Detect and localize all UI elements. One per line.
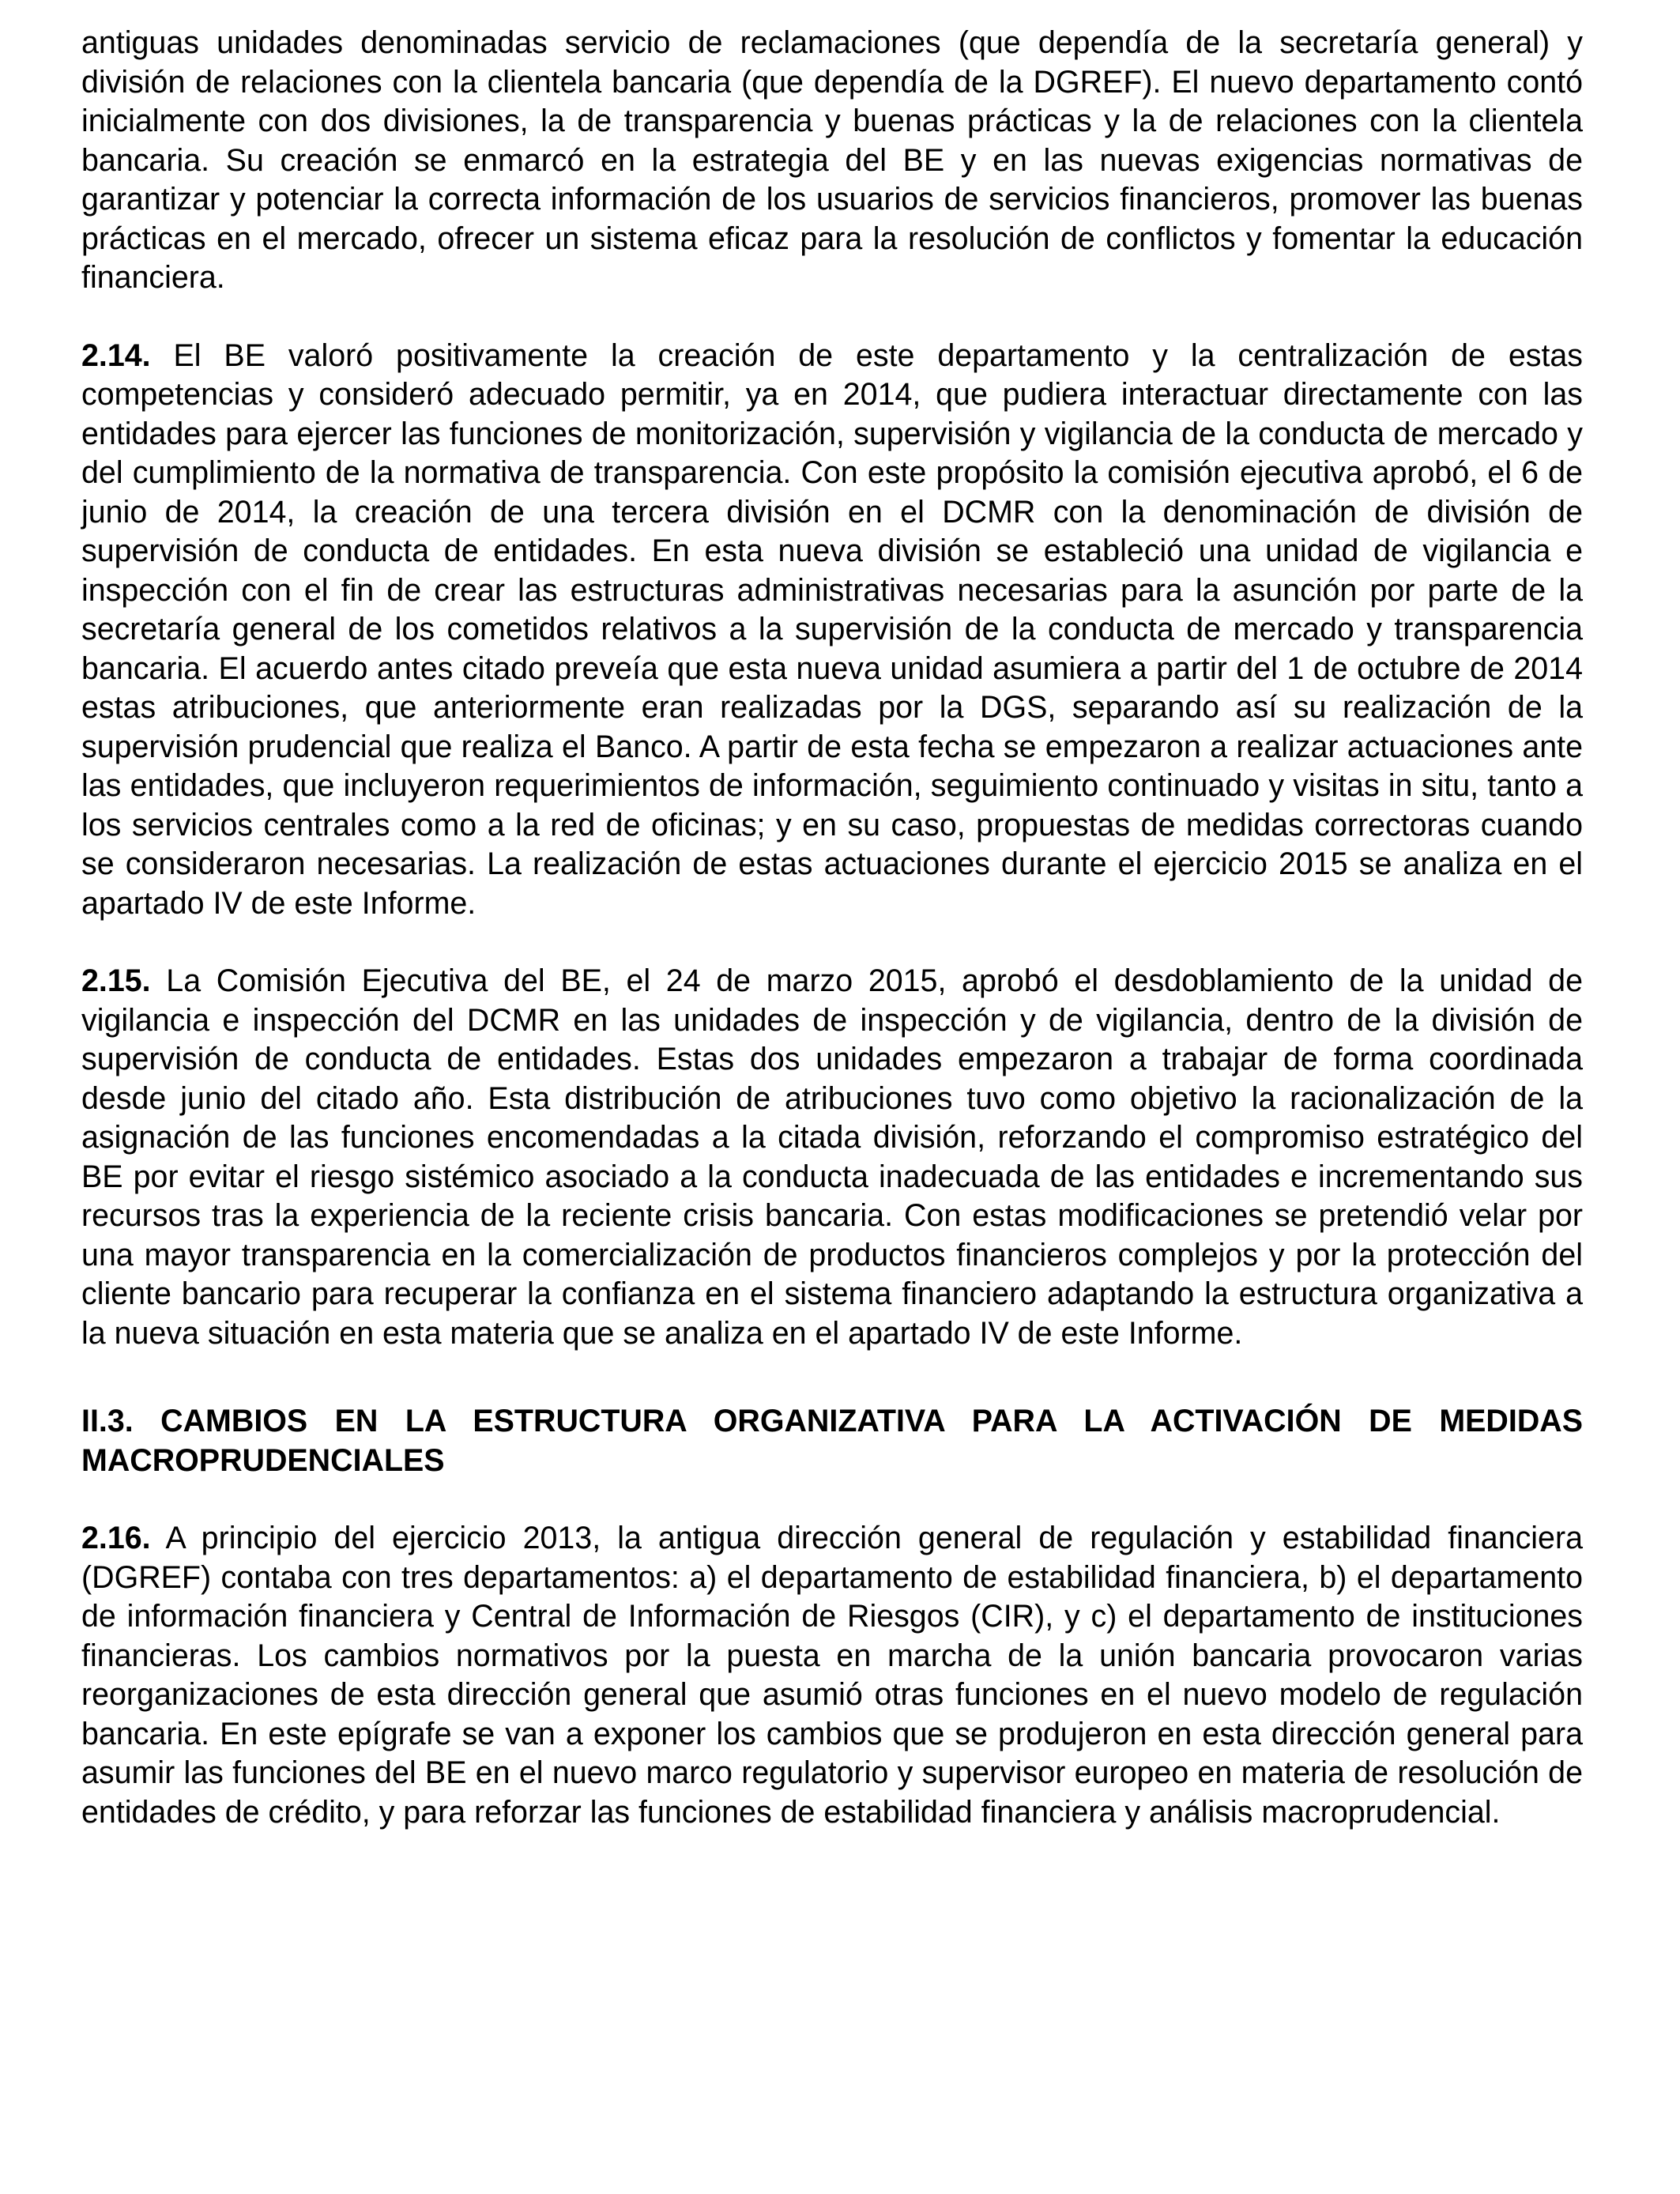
section-heading: II.3. CAMBIOS EN LA ESTRUCTURA ORGANIZATIVA PARA LA ACTIVACIÓN DE MEDIDAS MACROPRUDENCIALES bbox=[81, 1404, 1583, 1478]
paragraph-number: 2.14. bbox=[81, 337, 151, 373]
paragraph-text: A principio del ejercicio 2013, la antigua dirección general de regulación y estabilidad financiera (DGREF) contaba con tres departamentos: a) el departamento de estabilidad financiera, b) el departamento de información financiera y Central de Información de Riesgos (CIR), y c) el departamento de instituciones financieras. Los cambios normativos por la puesta en marcha de la unión bancaria provocaron varias reorganizaciones de esta dirección general que asumió otras funciones en el nuevo modelo de regulación bancaria. En este epígrafe se van a exponer los cambios que se produjeron en esta dirección general para asumir las funciones del BE en el nuevo marco regulatorio y supervisor europeo en materia de resolución de entidades de crédito, y para reforzar las funciones de estabilidad financiera y análisis macroprudencial. bbox=[81, 1521, 1583, 1830]
paragraph-number: 2.15. bbox=[81, 963, 151, 998]
paragraph-2-16 bbox=[81, 1519, 1583, 1832]
paragraph-text: El BE valoró positivamente la creación de este departamento y la centralización de estas competencias y consideró adecuado permitir, ya en 2014, que pudiera interactuar directamente con las entidades para ejercer las funciones de monitorización, supervisión y vigilancia de la conducta de mercado y del cumplimiento de la normativa de transparencia. Con este propósito la comisión ejecutiva aprobó, el 6 de junio de 2014, la creación de una tercera división en el DCMR con la denominación de división de supervisión de conducta de entidades. En esta nueva división se estableció una unidad de vigilancia e inspección con el fin de crear las estructuras administrativas necesarias para la asunción por parte de la secretaría general de los cometidos relativos a la supervisión de la conducta de mercado y transparencia bancaria. El acuerdo antes citado preveía que esta nueva unidad asumiera a partir del 1 de octubre de 2014 estas atribuciones, que anteriormente eran realizadas por la DGS, separando así su realización de la supervisión prudencial que realiza el Banco. A partir de esta fecha se empezaron a realizar actuaciones ante las entidades, que incluyeron requerimientos de información, seguimiento continuado y visitas in situ, tanto a los servicios centrales como a la red de oficinas; y en su caso, propuestas de medidas correctoras cuando se consideraron necesarias. La realización de estas actuaciones durante el ejercicio 2015 se analiza en el apartado IV de este Informe. bbox=[81, 337, 1583, 921]
document-page bbox=[81, 24, 1583, 1832]
paragraph-2-15 bbox=[81, 962, 1583, 1353]
intro-paragraph: antiguas unidades denominadas servicio de reclamaciones (que dependía de la secretaría general) y división de relaciones con la clientela bancaria (que dependía de la DGREF). El nuevo departamento contó inicialmente con dos divisiones, la de transparencia y buenas prácticas y la de relaciones con la clientela bancaria. Su creación se enmarcó en la estrategia del BE y en las nuevas exigencias normativas de garantizar y potenciar la correcta información de los usuarios de servicios financieros, promover las buenas prácticas en el mercado, ofrecer un sistema eficaz para la resolución de conflictos y fomentar la educación financiera. bbox=[81, 25, 1583, 295]
paragraph-text: La Comisión Ejecutiva del BE, el 24 de marzo 2015, aprobó el desdoblamiento de la unidad de vigilancia e inspección del DCMR en las unidades de inspección y de vigilancia, dentro de la división de supervisión de conducta de entidades. Estas dos unidades empezaron a trabajar de forma coordinada desde junio del citado año. Esta distribución de atribuciones tuvo como objetivo la racionalización de la asignación de las funciones encomendadas a la citada división, reforzando el compromiso estratégico del BE por evitar el riesgo sistémico asociado a la conducta inadecuada de las entidades e incrementando sus recursos tras la experiencia de la reciente crisis bancaria. Con estas modificaciones se pretendió velar por una mayor transparencia en la comercialización de productos financieros complejos y por la protección del cliente bancario para recuperar la confianza en el sistema financiero adaptando la estructura organizativa a la nueva situación en esta materia que se analiza en el apartado IV de este Informe. bbox=[81, 963, 1583, 1351]
paragraph-number: 2.16. bbox=[81, 1521, 151, 1555]
paragraph-2-14 bbox=[81, 337, 1583, 924]
